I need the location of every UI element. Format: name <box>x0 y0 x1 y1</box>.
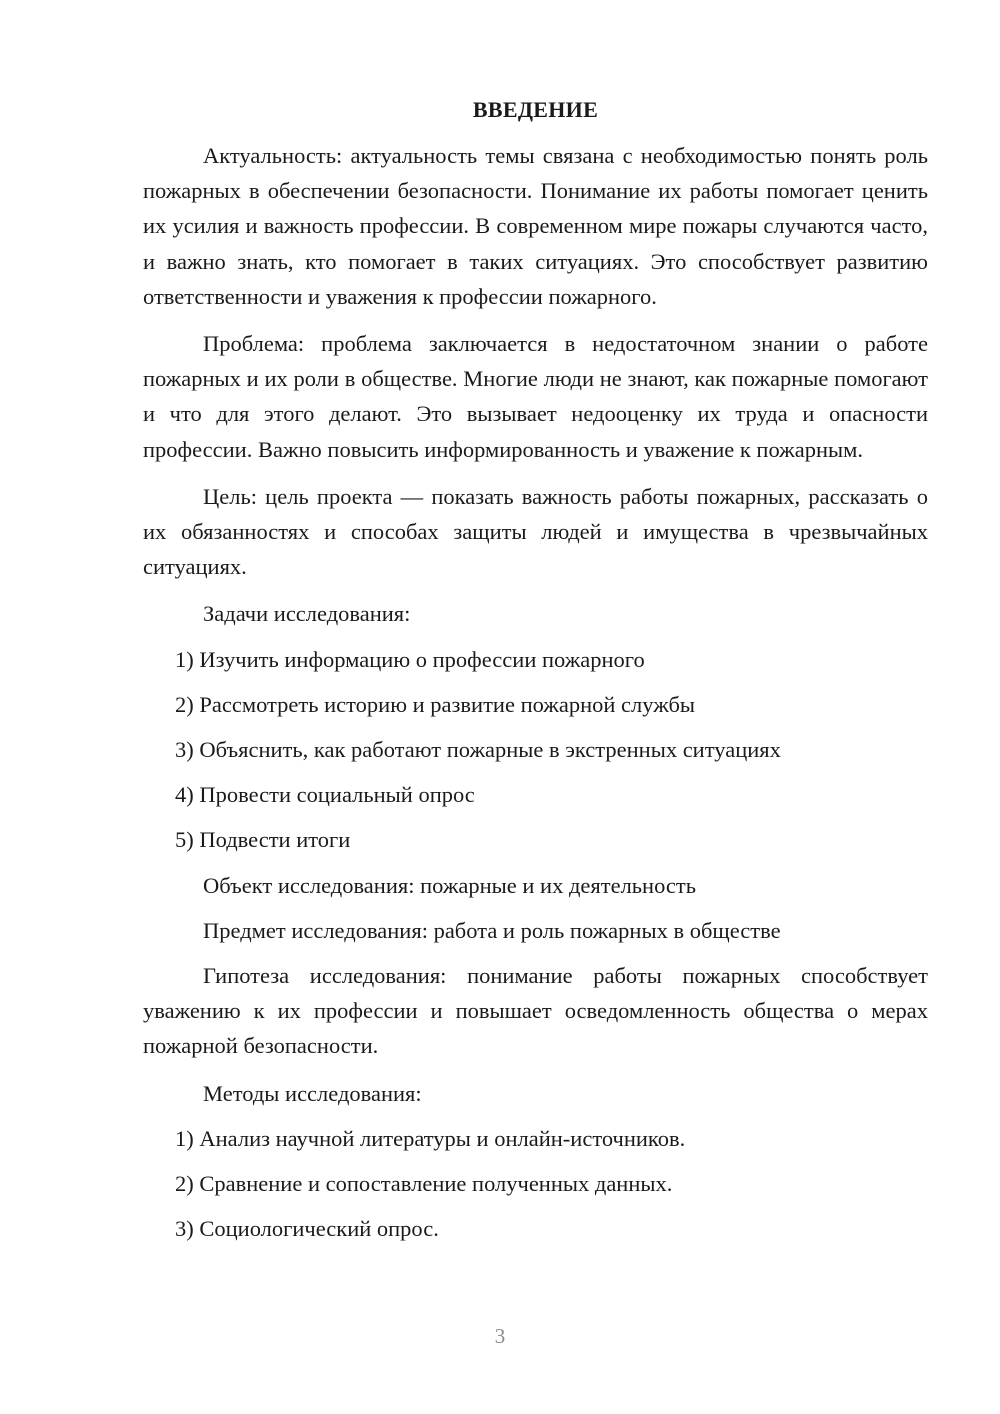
list-item-task-4: 4) Провести социальный опрос <box>175 782 475 808</box>
page-number: 3 <box>494 1324 506 1348</box>
goal-paragraph: Цель: цель проекта — показать важность работы пожарных, рассказать о их обязанностях и способах защиты людей и имущества в чрезвычайных ситуациях. <box>143 483 928 580</box>
research-object: Объект исследования: пожарные и их деятельность <box>203 872 696 898</box>
list-item-task-2: 2) Рассмотреть историю и развитие пожарной службы <box>175 691 696 717</box>
hypothesis-paragraph: Гипотеза исследования: понимание работы пожарных способствует уважению к их профессии и повышает осведомленность общества о мерах пожарной безопасности. <box>143 963 928 1059</box>
methods-heading: Методы исследования: <box>203 1080 422 1106</box>
tasks-heading: Задачи исследования: <box>203 601 411 627</box>
page-title: ВВЕДЕНИЕ <box>472 97 599 122</box>
list-item-task-3: 3) Объяснить, как работают пожарные в экстренных ситуациях <box>175 737 781 763</box>
relevance-paragraph: Актуальность: актуальность темы связана с необходимостью понять роль пожарных в обеспечении безопасности. Понимание их работы помогает ценить их усилия и важность профессии. В современном мире пожары случаются часто, и важно знать, кто помогает в таких ситуациях. Это способствует развитию ответственности и уважения к профессии пожарного. <box>143 143 928 309</box>
document-page <box>143 96 928 1256</box>
problem-paragraph: Проблема: проблема заключается в недостаточном знании о работе пожарных и их роли в обществе. Многие люди не знают, как пожарные помогают и что для этого делают. Это вызывает недооценку их труда и опасности профессии. Важно повысить информированность и уважение к пожарным. <box>143 331 928 462</box>
list-item-task-5: 5) Подвести итоги <box>175 827 351 853</box>
list-item-method-1: 1) Анализ научной литературы и онлайн-источников. <box>175 1125 686 1151</box>
list-item-task-1: 1) Изучить информацию о профессии пожарного <box>175 646 645 672</box>
list-item-method-3: 3) Социологический опрос. <box>175 1216 439 1242</box>
research-subject: Предмет исследования: работа и роль пожарных в обществе <box>203 917 781 943</box>
list-item-method-2: 2) Сравнение и сопоставление полученных данных. <box>175 1171 673 1197</box>
